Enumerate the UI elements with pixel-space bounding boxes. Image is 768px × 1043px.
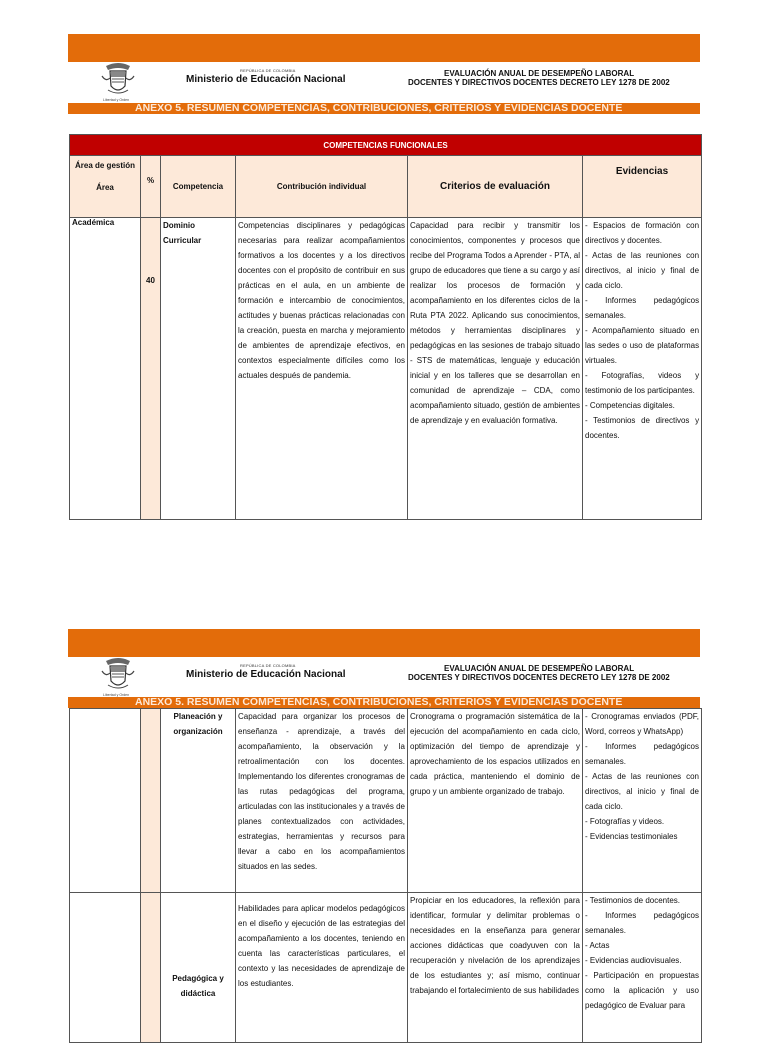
- coat-of-arms-icon: [98, 657, 138, 695]
- seal-motto: Libertad y Orden: [103, 98, 130, 102]
- republic-label: REPÚBLICA DE COLOMBIA: [240, 663, 296, 668]
- header-evidencias: Evidencias: [583, 156, 702, 218]
- cell-criterios: Propiciar en los educadores, la reflexión para identificar, formular y delimitar problemas o necesidades en la enseñanza para generar acciones didácticas que coadyuven con la recuperación y nivelación de los aprendizajes de los estudiantes y; así mismo, continuar trabajando el fortalecimiento de sus habilidades: [408, 893, 583, 1043]
- evidencia-item: - Actas de las reuniones con directivos, al inicio y final de cada ciclo.: [585, 772, 699, 811]
- header-criterios: Criterios de evaluación: [408, 156, 583, 218]
- evidencia-item: - Fotografías y videos.: [585, 817, 665, 826]
- page-header-page2: [68, 657, 700, 697]
- page-header: [68, 62, 700, 102]
- evidencia-item: - Espacios de formación con directivos y docentes.: [585, 221, 700, 245]
- cell-percent: [141, 893, 161, 1043]
- cell-competencia: Planeación y organización: [161, 709, 236, 893]
- cell-area: [70, 893, 141, 1043]
- competencias-table-2: [69, 708, 702, 1043]
- evidencia-item: - Fotografías, videos y testimonio de los participantes.: [585, 371, 700, 395]
- cell-criterios: Capacidad para recibir y transmitir los conocimientos, componentes y procesos que recibe del Programa Todos a Aprender - PTA, al grupo de educadores que tiene a su cargo y así realizar los procesos de formación y acompañamiento en los diferentes ciclos de la Ruta PTA 2022. Aplicando sus conocimientos, métodos y herramientas disciplinares y pedagógicas en las sesiones de trabajo situado - STS de matemáticas, lenguaje y educación inicial y en los talleres que se desarrollan en comunidad de aprendizaje – CDA, como acompañamiento situado, gestión de ambientes de aprendizaje y en evaluación formativa.: [408, 218, 583, 520]
- evidencia-item: - Informes pedagógicos semanales.: [585, 296, 700, 320]
- anexo-title: ANEXO 5. RESUMEN COMPETENCIAS, CONTRIBUCIONES, CRITERIOS Y EVIDENCIAS DOCENTE: [135, 102, 623, 114]
- cell-evidencias: [583, 893, 702, 1043]
- anexo-banner: [68, 103, 700, 114]
- cell-competencia: Pedagógica y didáctica: [161, 893, 236, 1043]
- cell-percent: [141, 709, 161, 893]
- cell-contribucion: Capacidad para organizar los procesos de enseñanza - aprendizaje, a través del acompañamiento, la observación y la retroalimentación con los docentes. Implementando los diferentes cronogramas de las rutas pedagógicas del programa, articuladas con las institucionales y a través de planes contextualizados con actividades, estrategias, herramientas y recursos para llevar a cabo en los acompañamientos situados en las sedes.: [236, 709, 408, 893]
- evidencia-item: - Testimonios de directivos y docentes.: [585, 416, 700, 440]
- cell-percent: 40: [141, 218, 161, 520]
- cell-evidencias: [583, 218, 702, 520]
- evidencia-item: - Evidencias testimoniales: [585, 832, 678, 841]
- ministry-name: Ministerio de Educación Nacional: [186, 74, 346, 85]
- evaluation-title-line1: EVALUACIÓN ANUAL DE DESEMPEÑO LABORAL: [444, 69, 635, 78]
- coat-of-arms-icon: [98, 62, 138, 100]
- evidencia-item: - Competencias digitales.: [585, 401, 675, 410]
- table-title-row: [70, 135, 702, 156]
- cell-area: Académica: [70, 218, 141, 520]
- table-row: [70, 709, 702, 893]
- table-row: [70, 218, 702, 520]
- cell-evidencias: [583, 709, 702, 893]
- cell-contribucion: Competencias disciplinares y pedagógicas necesarias para realizar acompañamientos formativos a los docentes y a los directivos docentes con el propósito de contribuir en sus prácticas en el aula, en un ambiente de formación e intercambio de conocimientos, actitudes y buenas prácticas relacionadas con la creación, puesta en marcha y mejoramiento de ambientes de aprendizaje efectivos, en contextos especialmente difíciles como los actuales después de pandemia.: [236, 218, 408, 520]
- evidencia-item: - Actas: [585, 941, 610, 950]
- evidencia-item: - Acompañamiento situado en las sedes o uso de plataformas virtuales.: [585, 326, 700, 365]
- header-area-label: Área de gestión: [74, 161, 135, 170]
- evidencia-item: - Informes pedagógicos semanales.: [585, 911, 699, 935]
- evidencia-item: - Informes pedagógicos semanales.: [585, 742, 699, 766]
- evaluation-title-line1: EVALUACIÓN ANUAL DE DESEMPEÑO LABORAL: [444, 664, 635, 673]
- competencias-table-1: [69, 134, 702, 520]
- republic-label: REPÚBLICA DE COLOMBIA: [240, 68, 296, 73]
- cell-competencia: Dominio Curricular: [161, 218, 236, 520]
- top-orange-bar-page2: [68, 629, 700, 657]
- anexo-title: ANEXO 5. RESUMEN COMPETENCIAS, CONTRIBUCIONES, CRITERIOS Y EVIDENCIAS DOCENTE: [135, 696, 623, 708]
- header-percent: %: [141, 156, 161, 218]
- cell-area: [70, 709, 141, 893]
- table-header-row: [70, 156, 702, 218]
- evaluation-title-line2: DOCENTES Y DIRECTIVOS DOCENTES DECRETO LEY 1278 DE 2002: [408, 673, 670, 682]
- top-orange-bar: [68, 34, 700, 62]
- ministry-name: Ministerio de Educación Nacional: [186, 669, 346, 680]
- header-area: [70, 156, 141, 218]
- evidencia-item: - Testimonios de docentes.: [585, 896, 681, 905]
- anexo-banner-page2: [68, 697, 700, 708]
- evidencia-item: - Cronogramas enviados (PDF, Word, correos y WhatsApp): [585, 712, 699, 736]
- evidencia-item: - Evidencias audiovisuales.: [585, 956, 682, 965]
- evidencia-item: - Participación en propuestas como la aplicación y uso pedagógico de Evaluar para: [585, 971, 699, 1010]
- header-contribucion: Contribución individual: [236, 156, 408, 218]
- cell-contribucion: Habilidades para aplicar modelos pedagógicos en el diseño y ejecución de las estrategias del acompañamiento a los docentes, teniendo en cuenta las características particulares, el contexto y las necesidades de aprendizaje de los estudiantes.: [236, 893, 408, 1043]
- header-area-sub-label: Área: [96, 183, 114, 192]
- table-title: COMPETENCIAS FUNCIONALES: [70, 135, 702, 156]
- cell-criterios: Cronograma o programación sistemática de la ejecución del acompañamiento en cada ciclo, optimización del tiempo de aprendizaje y aprovechamiento de los espacios utilizados en cada práctica, manteniendo el dominio de grupo y un ambiente organizado de trabajo.: [408, 709, 583, 893]
- table-row: [70, 893, 702, 1043]
- evaluation-title-line2: DOCENTES Y DIRECTIVOS DOCENTES DECRETO LEY 1278 DE 2002: [408, 78, 670, 87]
- seal-motto: Libertad y Orden: [103, 693, 130, 697]
- evidencia-item: - Actas de las reuniones con directivos, al inicio y final de cada ciclo.: [585, 251, 700, 290]
- header-competencia: Competencia: [161, 156, 236, 218]
